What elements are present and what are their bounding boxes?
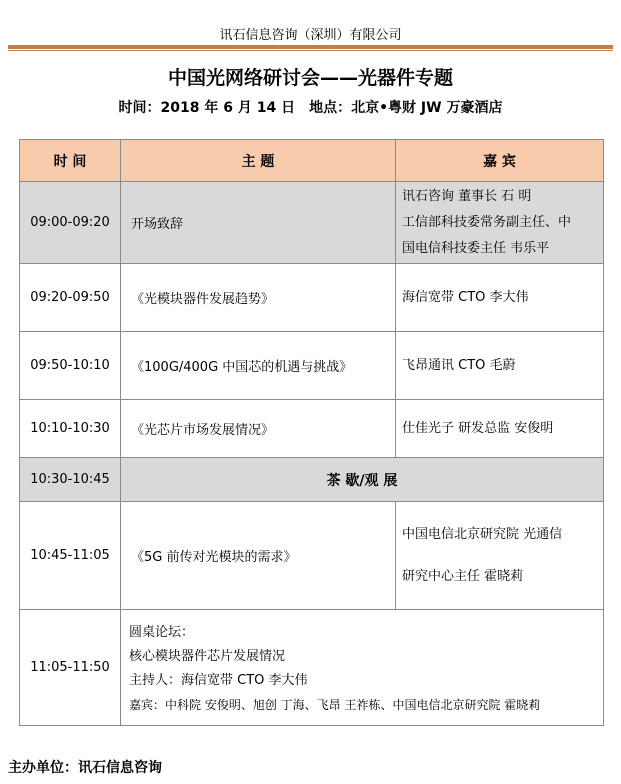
table-row [20, 182, 604, 264]
panel-details [121, 610, 604, 726]
panel-label: 圆桌论坛： [129, 624, 195, 640]
table-row [20, 502, 604, 610]
row-guests [396, 264, 604, 332]
header-divider [8, 45, 613, 49]
document-title: 中国光网络研讨会——光器件专题 [167, 67, 453, 89]
row-topic: 《100G/400G 中国芯的机遇与挑战》 [121, 332, 396, 400]
row-time: 10:45-11:05 [20, 502, 121, 610]
row-guests [396, 502, 604, 610]
event-location: 地点：北京•粤财 JW 万豪酒店 [309, 100, 503, 116]
row-topic: 开场致辞 [121, 182, 396, 264]
guest-line: 研究中心主任 霍晓莉 [402, 568, 524, 584]
organizer: 主办单位：讯石信息咨询 [8, 760, 162, 776]
row-time: 11:05-11:50 [20, 610, 121, 726]
table-header-row [20, 140, 604, 182]
event-info [0, 97, 621, 117]
agenda-table [19, 139, 604, 726]
guest-line: 中国电信北京研究院 光通信 [402, 526, 563, 542]
guest-line: 海信宽带 CTO 李大伟 [402, 289, 529, 305]
guest-line: 飞昂通讯 CTO 毛蔚 [402, 357, 516, 373]
table-row [20, 332, 604, 400]
event-time: 时间：2018 年 6 月 14 日 [118, 100, 296, 116]
row-time: 09:50-10:10 [20, 332, 121, 400]
row-time: 09:20-09:50 [20, 264, 121, 332]
panel-host: 主持人：海信宽带 CTO 李大伟 [129, 672, 308, 688]
table-row [20, 400, 604, 458]
header-guests: 嘉 宾 [396, 140, 604, 182]
table-row [20, 264, 604, 332]
row-guests [396, 182, 604, 264]
row-topic: 《光芯片市场发展情况》 [121, 400, 396, 458]
header-time: 时 间 [20, 140, 121, 182]
guest-line: 工信部科技委常务副主任、中 [402, 214, 572, 230]
panel-guests: 嘉宾：中科院 安俊明、旭创 丁海、飞昂 王祚栋、中国电信北京研究院 霍晓莉 [129, 697, 541, 712]
guest-line: 讯石咨询 董事长 石 明 [402, 188, 532, 204]
guest-line: 国电信科技委主任 韦乐平 [402, 240, 550, 256]
guest-line: 仕佳光子 研发总监 安俊明 [402, 420, 554, 436]
header-divider-thin [8, 50, 613, 51]
row-topic: 《5G 前传对光模块的需求》 [121, 502, 396, 610]
row-time: 10:30-10:45 [20, 458, 121, 502]
panel-row [20, 610, 604, 726]
header-topic: 主 题 [121, 140, 396, 182]
row-guests [396, 332, 604, 400]
company-name: 讯石信息咨询（深圳）有限公司 [219, 28, 402, 43]
row-topic: 《光模块器件发展趋势》 [121, 264, 396, 332]
panel-topic: 核心模块器件芯片发展情况 [129, 648, 286, 664]
break-row [20, 458, 604, 502]
row-time: 09:00-09:20 [20, 182, 121, 264]
row-time: 10:10-10:30 [20, 400, 121, 458]
row-guests [396, 400, 604, 458]
break-label: 茶 歇/观 展 [121, 458, 604, 502]
